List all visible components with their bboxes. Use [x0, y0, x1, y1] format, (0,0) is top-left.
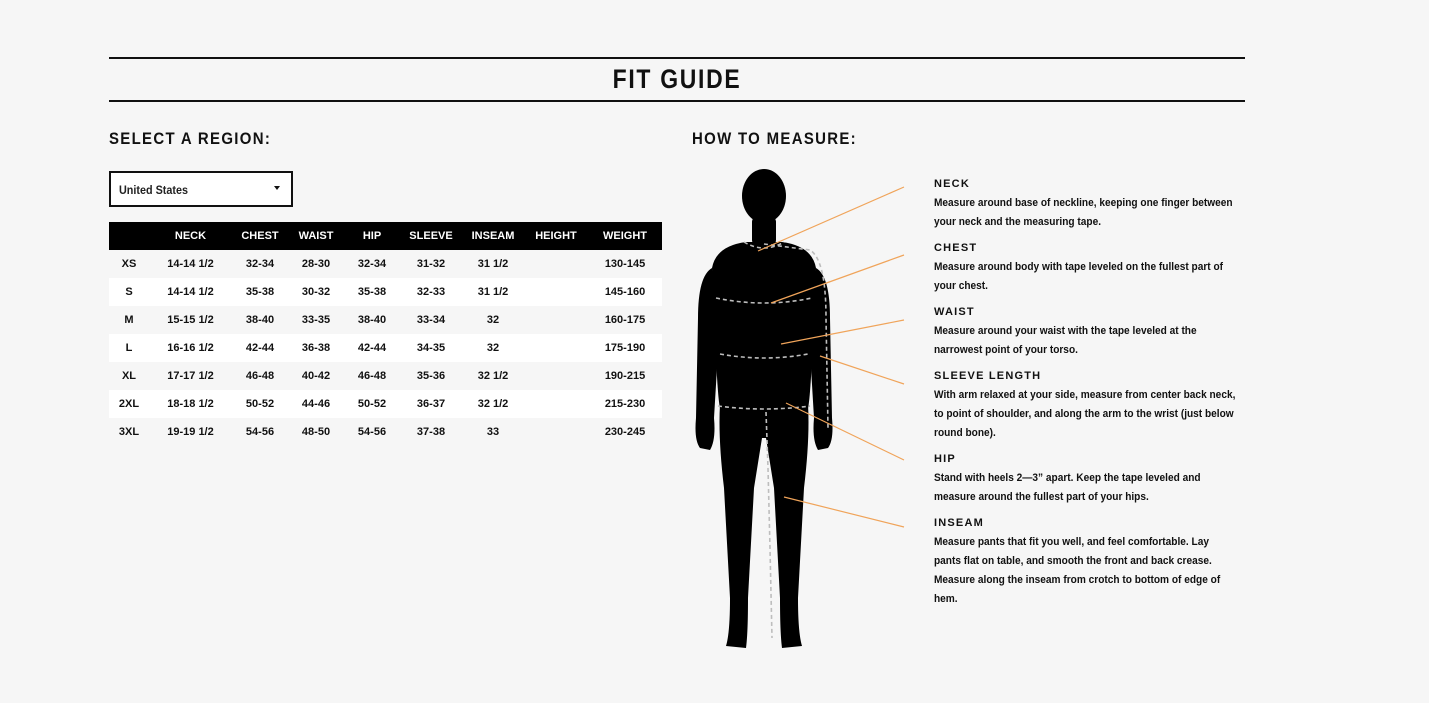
measure-description: Measure around base of neckline, keeping one finger between your neck and the measuring tape. — [934, 197, 1233, 228]
table-cell — [524, 334, 588, 362]
chevron-down-icon — [274, 186, 280, 190]
table-header-cell: SLEEVE — [409, 230, 453, 242]
measure-inseam — [934, 516, 1244, 609]
table-cell: 32 — [486, 314, 500, 326]
table-cell: 145-160 — [604, 286, 646, 298]
silhouette — [696, 169, 833, 648]
table-cell: 32 — [486, 342, 500, 354]
table-cell: 18-18 1/2 — [167, 398, 214, 410]
measure-description: Measure pants that fit you well, and feel comfortable. Lay pants flat on table, and smooth the front and back crease. Measure along the inseam from crotch to bottom of edge of hem. — [934, 536, 1221, 605]
title-rule-bottom — [109, 100, 1245, 102]
table-cell: 31 1/2 — [477, 286, 509, 298]
table-cell: 54-56 — [357, 426, 387, 438]
table-row — [109, 306, 662, 334]
table-cell: 36-37 — [416, 398, 446, 410]
body-silhouette-figure — [690, 168, 910, 653]
measure-neck — [934, 177, 1244, 232]
table-cell: 16-16 1/2 — [167, 342, 214, 354]
table-cell: 19-19 1/2 — [167, 426, 214, 438]
size-label-cell: 3XL — [118, 426, 140, 438]
measure-heading: HOW TO MEASURE: — [692, 129, 857, 148]
table-cell: 33-35 — [301, 314, 331, 326]
measure-label: WAIST — [934, 306, 975, 318]
table-header-cell: HIP — [362, 230, 382, 242]
table-cell: 31-32 — [416, 258, 446, 270]
table-cell: 32-34 — [245, 258, 275, 270]
measure-description: Stand with heels 2—3” apart. Keep the tape leveled and measure around the fullest part of your hips. — [934, 472, 1201, 503]
table-cell: 48-50 — [301, 426, 331, 438]
table-cell: 32 1/2 — [477, 370, 509, 382]
table-cell: 50-52 — [357, 398, 387, 410]
measure-waist — [934, 305, 1244, 360]
table-cell: 33 — [486, 426, 500, 438]
size-label-cell: L — [125, 342, 133, 354]
table-header-cell: NECK — [174, 230, 207, 242]
table-cell — [524, 250, 588, 278]
table-cell — [524, 390, 588, 418]
measure-label: HIP — [934, 453, 956, 465]
table-cell: 35-38 — [245, 286, 275, 298]
table-cell: 14-14 1/2 — [167, 286, 214, 298]
size-table — [109, 222, 662, 446]
measure-chest — [934, 241, 1244, 296]
table-cell: 28-30 — [301, 258, 331, 270]
table-cell — [524, 306, 588, 334]
table-cell: 190-215 — [604, 370, 646, 382]
table-cell: 215-230 — [604, 398, 646, 410]
table-cell: 50-52 — [245, 398, 275, 410]
table-cell: 15-15 1/2 — [167, 314, 214, 326]
table-cell: 34-35 — [416, 342, 446, 354]
size-label-cell: XL — [121, 370, 137, 382]
size-label-cell: 2XL — [118, 398, 140, 410]
table-cell: 31 1/2 — [477, 258, 509, 270]
table-cell: 42-44 — [357, 342, 387, 354]
measure-label: NECK — [934, 178, 970, 190]
measure-label: SLEEVE LENGTH — [934, 370, 1042, 382]
table-header-cell — [109, 222, 149, 250]
region-heading: SELECT A REGION: — [109, 129, 272, 148]
measure-label: INSEAM — [934, 517, 984, 529]
table-row — [109, 390, 662, 418]
table-header-cell: HEIGHT — [535, 230, 577, 242]
page-title: FIT GUIDE — [612, 64, 742, 94]
table-cell: 17-17 1/2 — [167, 370, 214, 382]
table-cell: 42-44 — [245, 342, 275, 354]
table-header-cell: INSEAM — [471, 230, 515, 242]
table-cell: 35-38 — [357, 286, 387, 298]
table-cell: 37-38 — [416, 426, 446, 438]
table-cell: 175-190 — [604, 342, 646, 354]
table-cell: 38-40 — [357, 314, 387, 326]
measure-description: With arm relaxed at your side, measure from center back neck, to point of shoulder, and along the arm to the wrist (just below round bone). — [934, 389, 1236, 439]
measure-description: Measure around body with tape leveled on the fullest part of your chest. — [934, 261, 1224, 292]
measure-sleeve-length — [934, 369, 1244, 443]
table-cell: 36-38 — [301, 342, 331, 354]
table-cell: 35-36 — [416, 370, 446, 382]
table-cell: 32-34 — [357, 258, 387, 270]
table-cell: 46-48 — [357, 370, 387, 382]
table-cell: 54-56 — [245, 426, 275, 438]
table-header-cell: CHEST — [241, 230, 279, 242]
table-cell: 14-14 1/2 — [167, 258, 214, 270]
table-cell — [524, 418, 588, 446]
table-row — [109, 250, 662, 278]
table-cell — [524, 362, 588, 390]
table-cell: 38-40 — [245, 314, 275, 326]
title-rule-top — [109, 57, 1245, 59]
region-select[interactable] — [109, 171, 293, 207]
table-cell — [524, 278, 588, 306]
table-header-cell: WEIGHT — [603, 230, 647, 242]
table-cell: 32-33 — [416, 286, 446, 298]
size-label-cell: XS — [121, 258, 137, 270]
table-cell: 30-32 — [301, 286, 331, 298]
measure-hip — [934, 452, 1244, 507]
measure-label: CHEST — [934, 242, 978, 254]
table-header-cell: WAIST — [298, 230, 334, 242]
table-cell: 44-46 — [301, 398, 331, 410]
table-row — [109, 334, 662, 362]
measure-description: Measure around your waist with the tape leveled at the narrowest point of your torso. — [934, 325, 1197, 356]
table-row — [109, 362, 662, 390]
table-row — [109, 418, 662, 446]
table-row — [109, 278, 662, 306]
size-label-cell: S — [125, 286, 133, 298]
table-cell: 40-42 — [301, 370, 331, 382]
table-header-row — [109, 222, 662, 250]
region-select-value: United States — [119, 183, 189, 197]
table-cell: 46-48 — [245, 370, 275, 382]
table-cell: 230-245 — [604, 426, 646, 438]
table-cell: 32 1/2 — [477, 398, 509, 410]
table-cell: 130-145 — [604, 258, 646, 270]
size-label-cell: M — [124, 314, 134, 326]
table-cell: 33-34 — [416, 314, 446, 326]
table-cell: 160-175 — [604, 314, 646, 326]
